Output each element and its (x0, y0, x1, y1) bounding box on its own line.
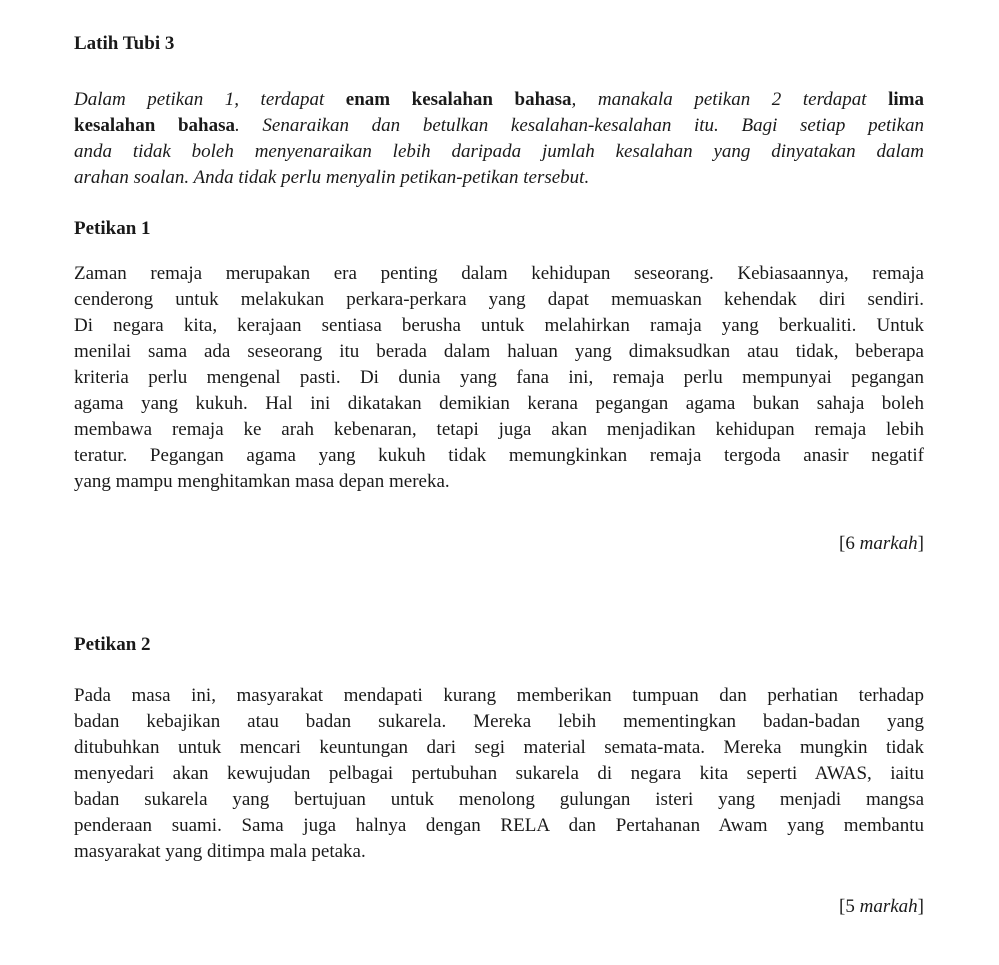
instructions (74, 87, 924, 191)
marks-open: [6 (839, 533, 860, 554)
text-line: Pada masa ini, masyarakat mendapati kurang memberikan tumpuan dan perhatian terhadap (74, 685, 924, 706)
text-line: kriteria perlu mengenal pasti. Di dunia yang fana ini, remaja perlu mempunyai pegangan (74, 367, 924, 388)
text-line: ditubuhkan untuk mencari keuntungan dari segi material semata-mata. Mereka mungkin tidak (74, 737, 924, 758)
text-line: Zaman remaja merupakan era penting dalam kehidupan seseorang. Kebiasaannya, remaja (74, 263, 924, 284)
instruction-line (74, 113, 924, 139)
marks-close: ] (917, 533, 924, 554)
passage1-text (74, 261, 924, 495)
passage2-text (74, 683, 924, 865)
text-line: badan kebajikan atau badan sukarela. Mereka lebih mementingkan badan-badan yang (74, 711, 924, 732)
exercise-title: Latih Tubi 3 (74, 33, 175, 54)
instruction-text: anda tidak boleh menyenaraikan lebih daripada jumlah kesalahan yang dinyatakan dalam (74, 141, 924, 162)
instruction-text: . Senaraikan dan betulkan kesalahan-kesalahan itu. Bagi setiap petikan (235, 115, 924, 136)
instruction-line (74, 139, 924, 165)
text-line: Di negara kita, kerajaan sentiasa berusha untuk melahirkan ramaja yang berkualiti. Untuk (74, 315, 924, 336)
passage1-heading: Petikan 1 (74, 218, 151, 239)
text-line: menilai sama ada seseorang itu berada dalam haluan yang dimaksudkan atau tidak, beberapa (74, 341, 924, 362)
text-line: cenderong untuk melakukan perkara-perkara yang dapat memuaskan kehendak diri sendiri. (74, 289, 924, 310)
marks-open: [5 (839, 896, 860, 917)
emphasis-text: enam kesalahan bahasa (345, 89, 572, 110)
instruction-text: , manakala petikan 2 terdapat (571, 89, 889, 110)
emphasis-text: lima (888, 89, 924, 110)
text-line: agama yang kukuh. Hal ini dikatakan demikian kerana pegangan agama bukan sahaja boleh (74, 393, 924, 414)
passage1-marks (839, 533, 924, 555)
instruction-line (74, 165, 924, 191)
text-line: badan sukarela yang bertujuan untuk menolong gulungan isteri yang menjadi mangsa (74, 789, 924, 810)
instruction-text: arahan soalan. Anda tidak perlu menyalin petikan-petikan tersebut. (74, 167, 590, 188)
text-line: yang mampu menghitamkan masa depan mereka. (74, 471, 450, 492)
marks-close: ] (917, 896, 924, 917)
text-line: menyedari akan kewujudan pelbagai pertubuhan sukarela di negara kita seperti AWAS, iaitu (74, 763, 924, 784)
text-line: masyarakat yang ditimpa mala petaka. (74, 841, 366, 862)
instruction-line (74, 87, 924, 113)
marks-word: markah (859, 896, 918, 917)
passage2-marks (839, 896, 924, 918)
text-line: penderaan suami. Sama juga halnya dengan RELA dan Pertahanan Awam yang membantu (74, 815, 924, 836)
emphasis-text: kesalahan bahasa (74, 115, 236, 136)
text-line: membawa remaja ke arah kebenaran, tetapi juga akan menjadikan kehidupan remaja lebih (74, 419, 924, 440)
passage2-heading: Petikan 2 (74, 634, 151, 655)
instruction-text: Dalam petikan 1, terdapat (74, 89, 346, 110)
text-line: teratur. Pegangan agama yang kukuh tidak memungkinkan remaja tergoda anasir negatif (74, 445, 924, 466)
marks-word: markah (859, 533, 918, 554)
